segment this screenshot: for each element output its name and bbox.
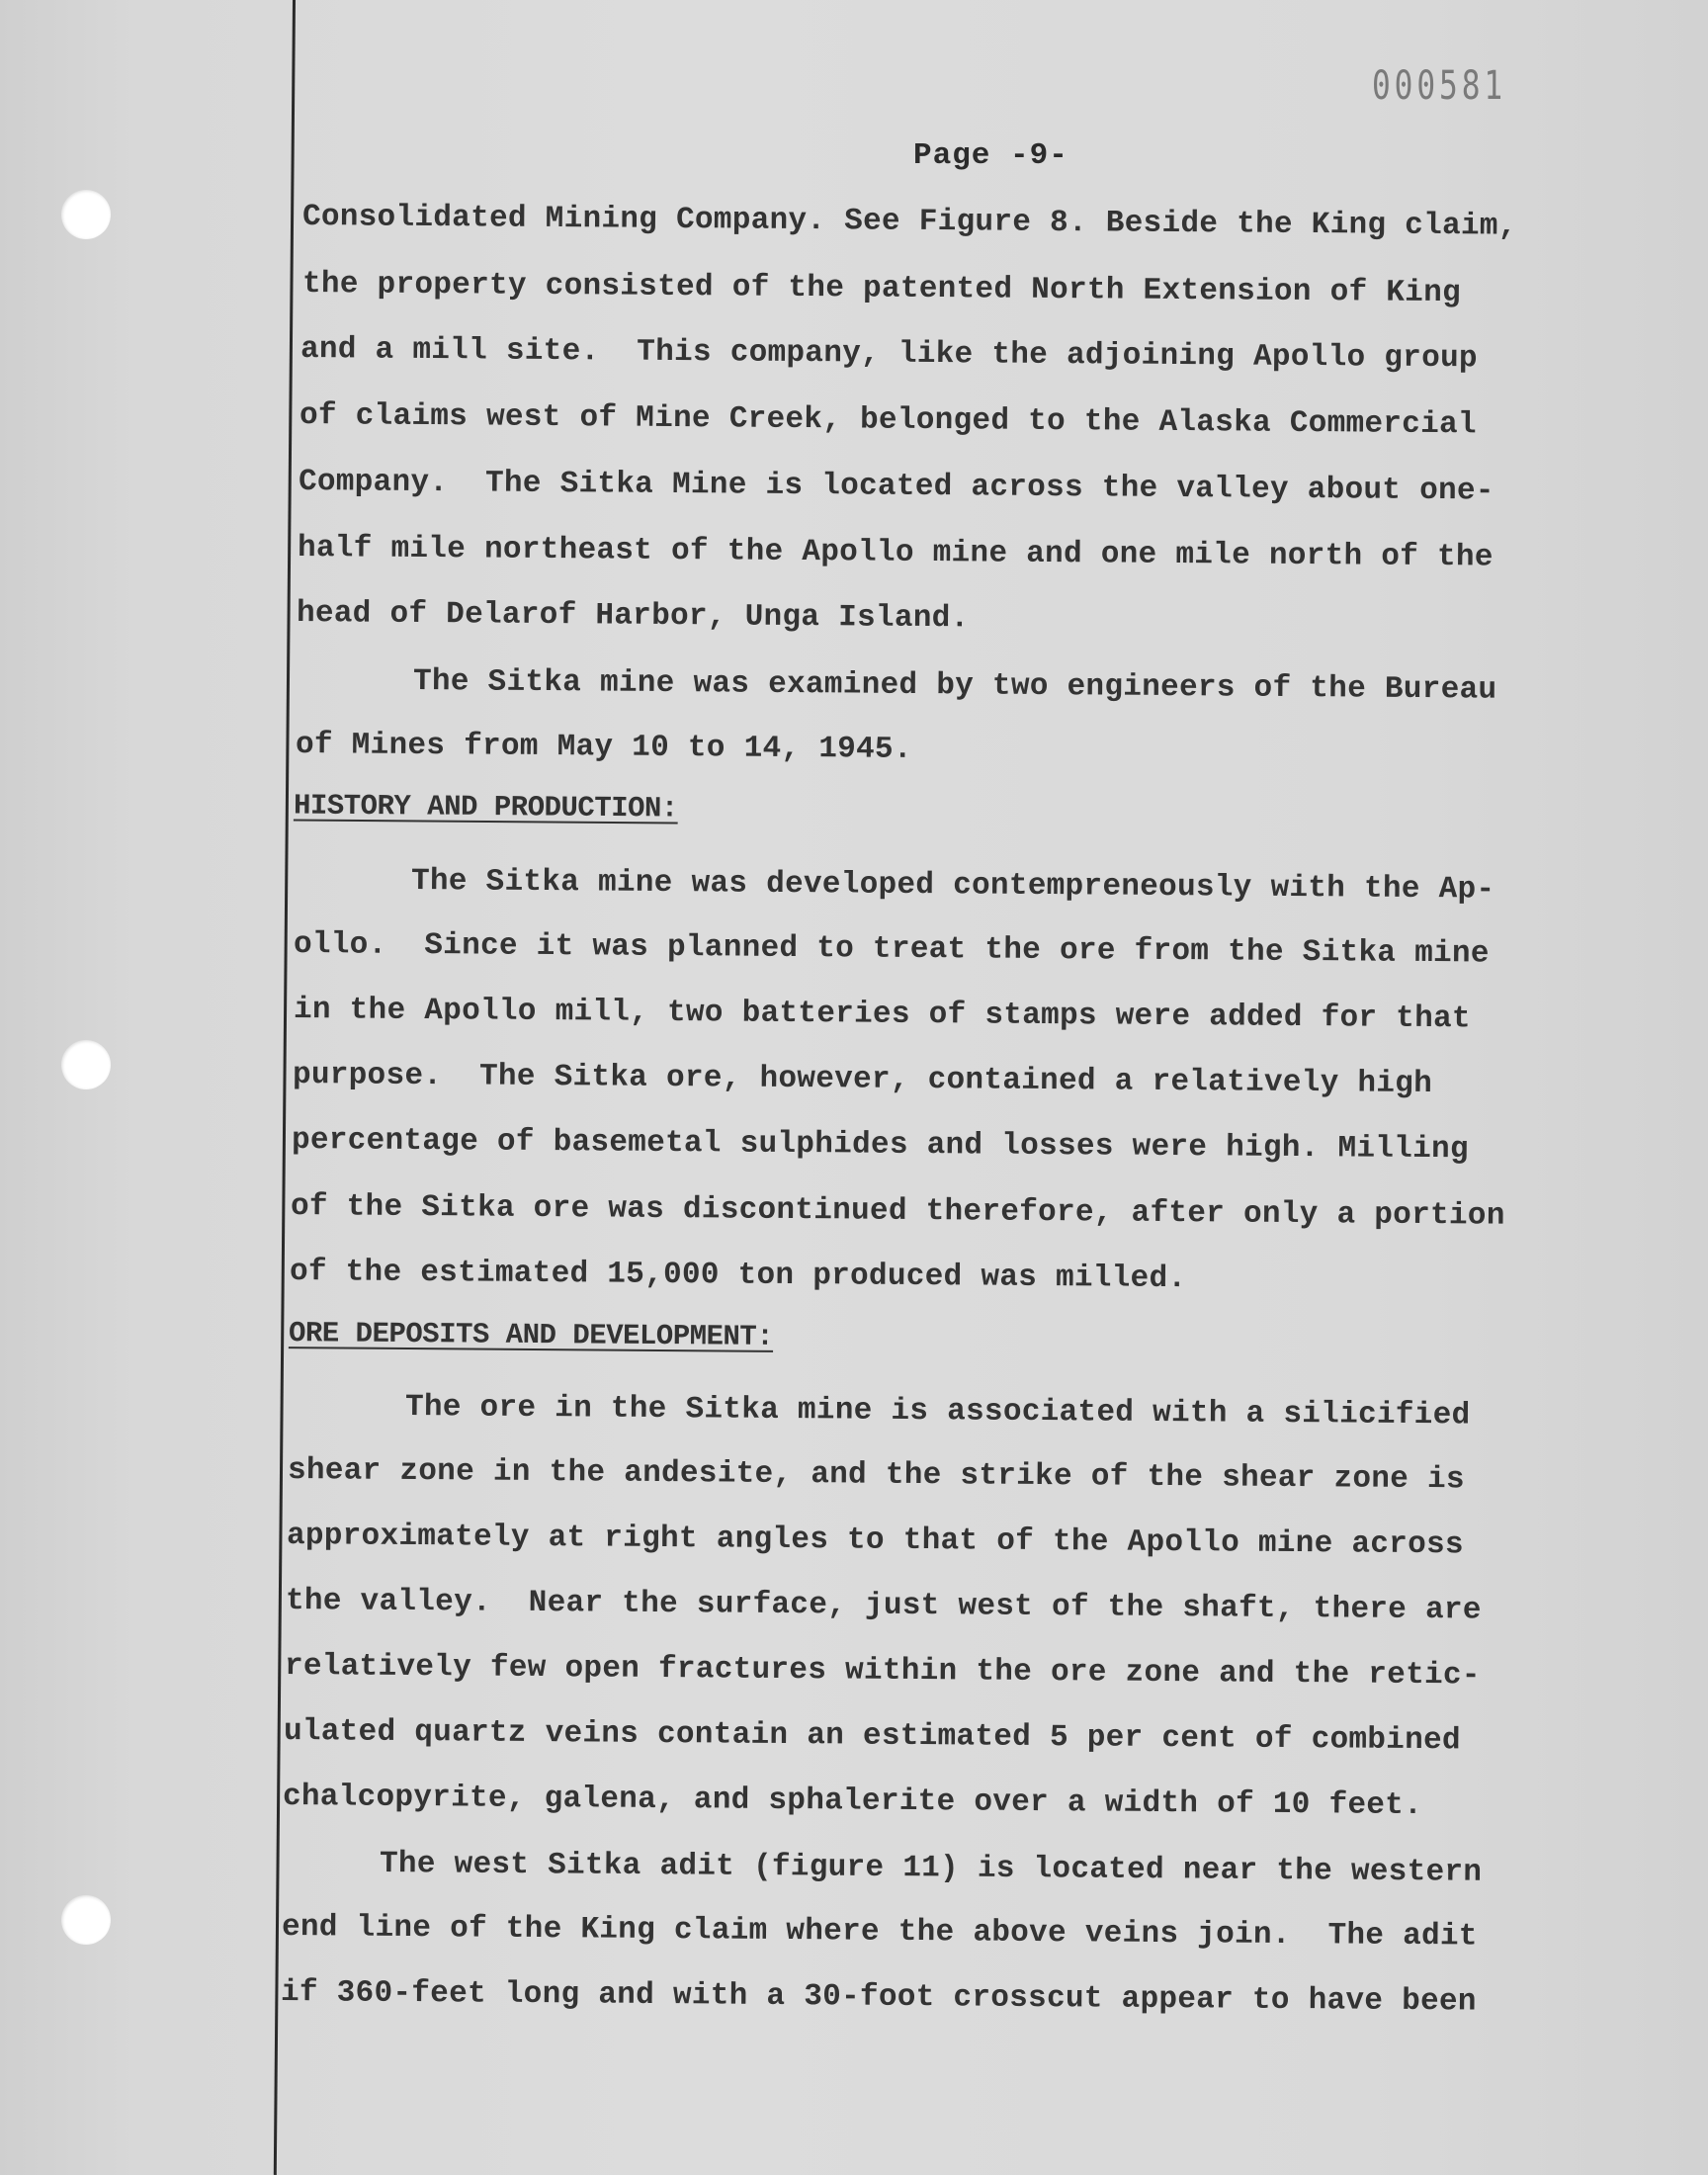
body-text-line: approximately at right angles to that of the Apollo mine across xyxy=(286,1519,1464,1563)
body-text-line: half mile northeast of the Apollo mine and one mile north of the xyxy=(297,531,1494,575)
body-text-line: The west Sitka adit (figure 11) is located near the western xyxy=(379,1847,1483,1890)
binder-hole-bottom xyxy=(61,1895,111,1945)
body-text-line: the property consisted of the patented North Extension of King xyxy=(301,267,1462,311)
page-number-header: Page -9- xyxy=(913,138,1068,173)
body-text-line: Company. The Sitka Mine is located across the valley about one- xyxy=(298,465,1494,509)
body-text-line: the valley. Near the surface, just west of the shaft, there are xyxy=(285,1584,1482,1628)
body-text-line: relatively few open fractures within the ore zone and the retic- xyxy=(284,1649,1481,1694)
body-text-line: chalcopyrite, galena, and sphalerite over a width of 10 feet. xyxy=(282,1780,1423,1824)
body-text-line: head of Delarof Harbor, Unga Island. xyxy=(296,596,970,637)
section-heading-ore-deposits: ORE DEPOSITS AND DEVELOPMENT: xyxy=(288,1317,774,1353)
document-stamp-number: 000581 xyxy=(1372,63,1507,109)
body-text-line: end line of the King claim where the above veins join. The adit xyxy=(281,1910,1478,1955)
body-text-line: The Sitka mine was examined by two engineers of the Bureau xyxy=(412,664,1497,708)
body-text-line: shear zone in the andesite, and the strike of the shear zone is xyxy=(287,1453,1465,1498)
body-text-line: The Sitka mine was developed contempreneously with the Ap- xyxy=(410,864,1495,908)
body-text-line: ollo. Since it was planned to treat the ore from the Sitka mine xyxy=(293,927,1490,972)
body-text-line: ulated quartz veins contain an estimated 5 per cent of combined xyxy=(283,1714,1461,1759)
body-text-line: if 360-feet long and with a 30-foot crosscut appear to have been xyxy=(280,1975,1477,2020)
body-text-line: and a mill site. This company, like the adjoining Apollo group xyxy=(299,332,1478,377)
body-text-line: percentage of basemetal sulphides and losses were high. Milling xyxy=(291,1123,1469,1168)
body-text-line: Consolidated Mining Company. See Figure 8. Beside the King claim, xyxy=(301,200,1517,244)
body-text-line: The ore in the Sitka mine is associated with a silicified xyxy=(404,1390,1471,1434)
body-text-line: of claims west of Mine Creek, belonged to the Alaska Commercial xyxy=(299,398,1477,443)
body-text-line: of the estimated 15,000 ton produced was milled. xyxy=(289,1255,1187,1297)
body-text-line: in the Apollo mill, two batteries of stamps were added for that xyxy=(293,993,1471,1037)
binder-hole-top xyxy=(61,190,111,239)
body-text-line: of Mines from May 10 to 14, 1945. xyxy=(295,728,912,767)
section-heading-history: HISTORY AND PRODUCTION: xyxy=(293,789,678,826)
body-text-line: of the Sitka ore was discontinued therefore, after only a portion xyxy=(290,1189,1505,1234)
binder-hole-middle xyxy=(61,1040,111,1089)
body-text-line: purpose. The Sitka ore, however, contained a relatively high xyxy=(292,1058,1433,1102)
